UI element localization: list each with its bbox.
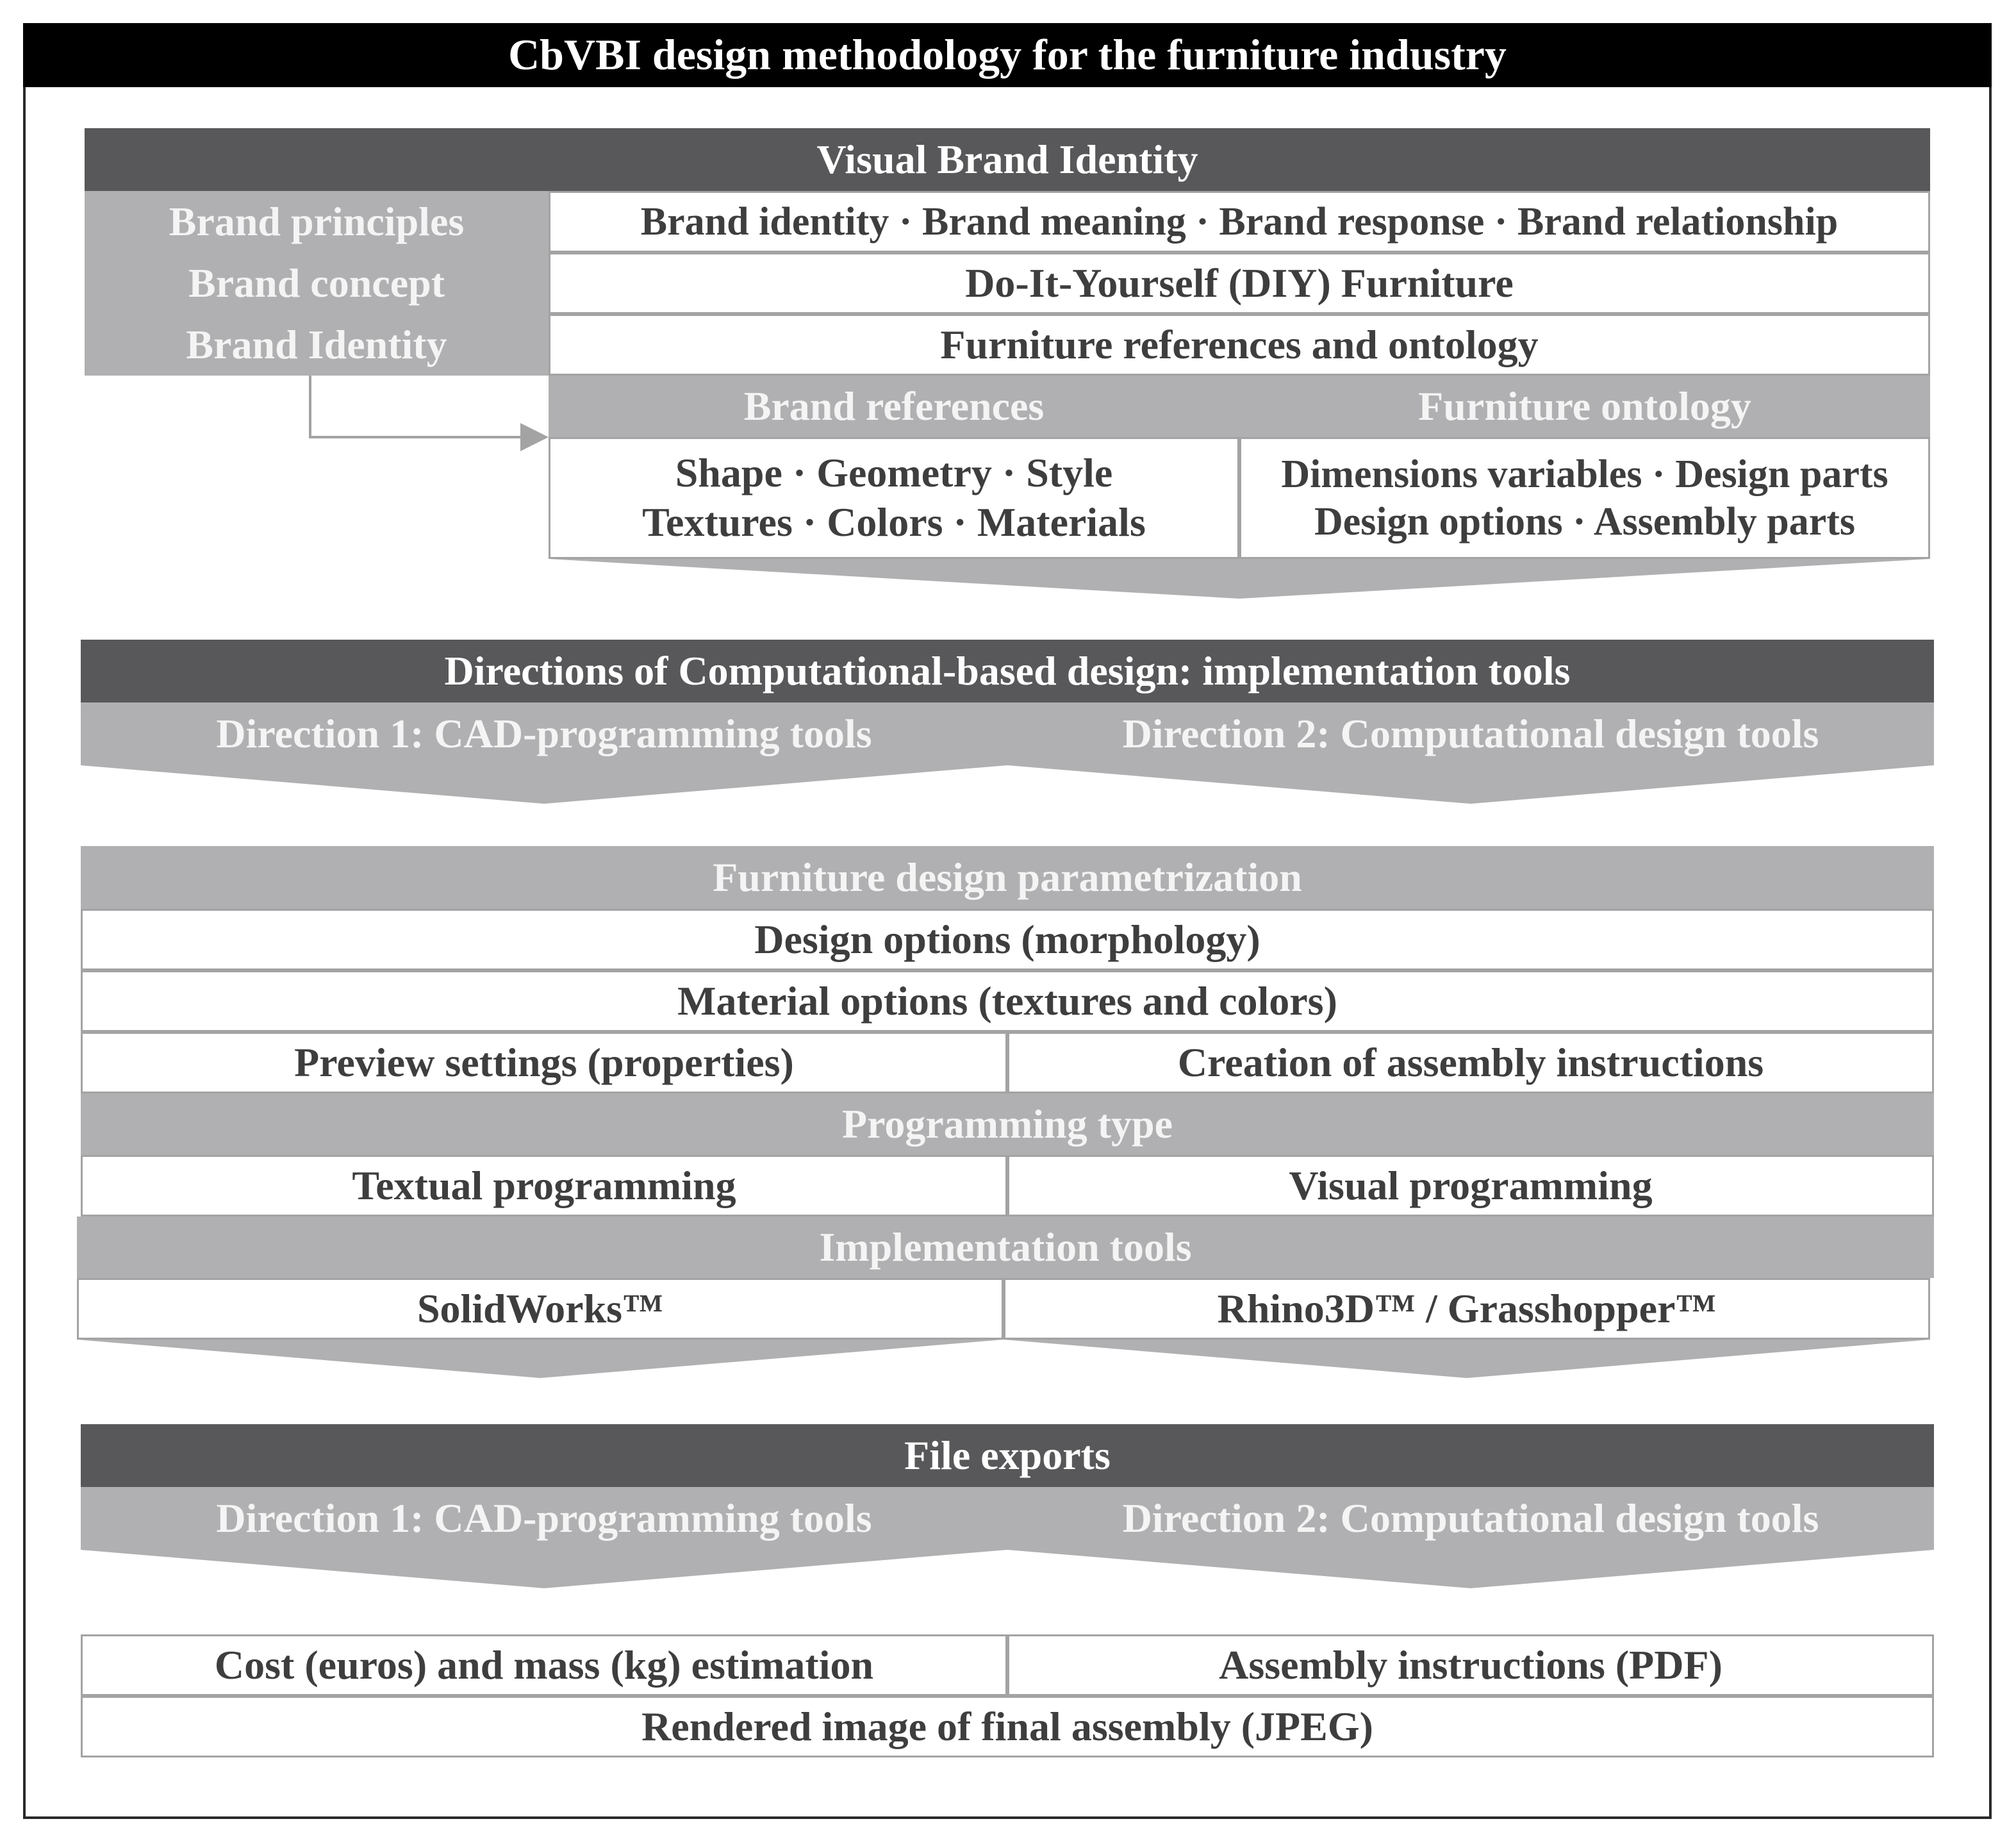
design-options-row: Design options (morphology) — [81, 909, 1934, 970]
vbi-header: Visual Brand Identity — [85, 128, 1930, 191]
parametrization-header: Furniture design parametrization — [81, 846, 1934, 909]
diagram-title: CbVBI design methodology for the furniture industry — [23, 23, 1992, 87]
exports-direction-2-label: Direction 2: Computational design tools — [1007, 1487, 1934, 1550]
brand-concept-value: Do-It-Yourself (DIY) Furniture — [549, 253, 1930, 314]
furniture-ontology-line-2: Design options · Assembly parts — [1314, 500, 1856, 544]
brand-concept-label: Brand concept — [85, 253, 549, 314]
vbi-down-chevron-icon — [549, 559, 1930, 599]
direction-2-label: Direction 2: Computational design tools — [1007, 702, 1934, 765]
textual-programming-cell: Textual programming — [81, 1155, 1007, 1217]
exports-direction-1-label: Direction 1: CAD-programming tools — [81, 1487, 1007, 1550]
exports-2-chevron-icon — [1007, 1550, 1934, 1588]
material-options-row: Material options (textures and colors) — [81, 970, 1934, 1032]
file-exports-header: File exports — [81, 1424, 1934, 1487]
rhino-grasshopper-cell: Rhino3D™ / Grasshopper™ — [1004, 1278, 1930, 1340]
brand-references-line-1: Shape · Geometry · Style — [675, 450, 1113, 496]
brand-identity-label: Brand Identity — [85, 314, 549, 376]
rendered-image-row: Rendered image of final assembly (JPEG) — [81, 1696, 1934, 1757]
furniture-ontology-line-1: Dimensions variables · Design parts — [1281, 452, 1888, 496]
solidworks-cell: SolidWorks™ — [77, 1278, 1004, 1340]
tool-1-chevron-icon — [77, 1340, 1004, 1378]
assembly-instructions-cell: Creation of assembly instructions — [1007, 1032, 1934, 1093]
connector-arrowhead-icon — [520, 423, 549, 451]
direction-1-label: Direction 1: CAD-programming tools — [81, 702, 1007, 765]
tool-2-chevron-icon — [1004, 1340, 1930, 1378]
exports-1-chevron-icon — [81, 1550, 1007, 1588]
programming-type-header: Programming type — [81, 1093, 1934, 1155]
brand-principles-value: Brand identity · Brand meaning · Brand response · Brand relationship — [549, 191, 1930, 253]
assembly-pdf-cell: Assembly instructions (PDF) — [1007, 1634, 1934, 1696]
direction-2-chevron-icon — [1007, 765, 1934, 804]
directions-header: Directions of Computational-based design: implementation tools — [81, 640, 1934, 702]
implementation-tools-header: Implementation tools — [77, 1217, 1934, 1278]
brand-references-line-2: Textures · Colors · Materials — [642, 499, 1146, 545]
direction-1-chevron-icon — [81, 765, 1007, 804]
visual-programming-cell: Visual programming — [1007, 1155, 1934, 1217]
brand-references-header: Brand references — [549, 376, 1239, 437]
brand-identity-value: Furniture references and ontology — [549, 314, 1930, 376]
cost-mass-cell: Cost (euros) and mass (kg) estimation — [81, 1634, 1007, 1696]
connector-line — [310, 376, 525, 437]
furniture-ontology-header: Furniture ontology — [1239, 376, 1930, 437]
brand-principles-label: Brand principles — [85, 191, 549, 253]
preview-settings-cell: Preview settings (properties) — [81, 1032, 1007, 1093]
